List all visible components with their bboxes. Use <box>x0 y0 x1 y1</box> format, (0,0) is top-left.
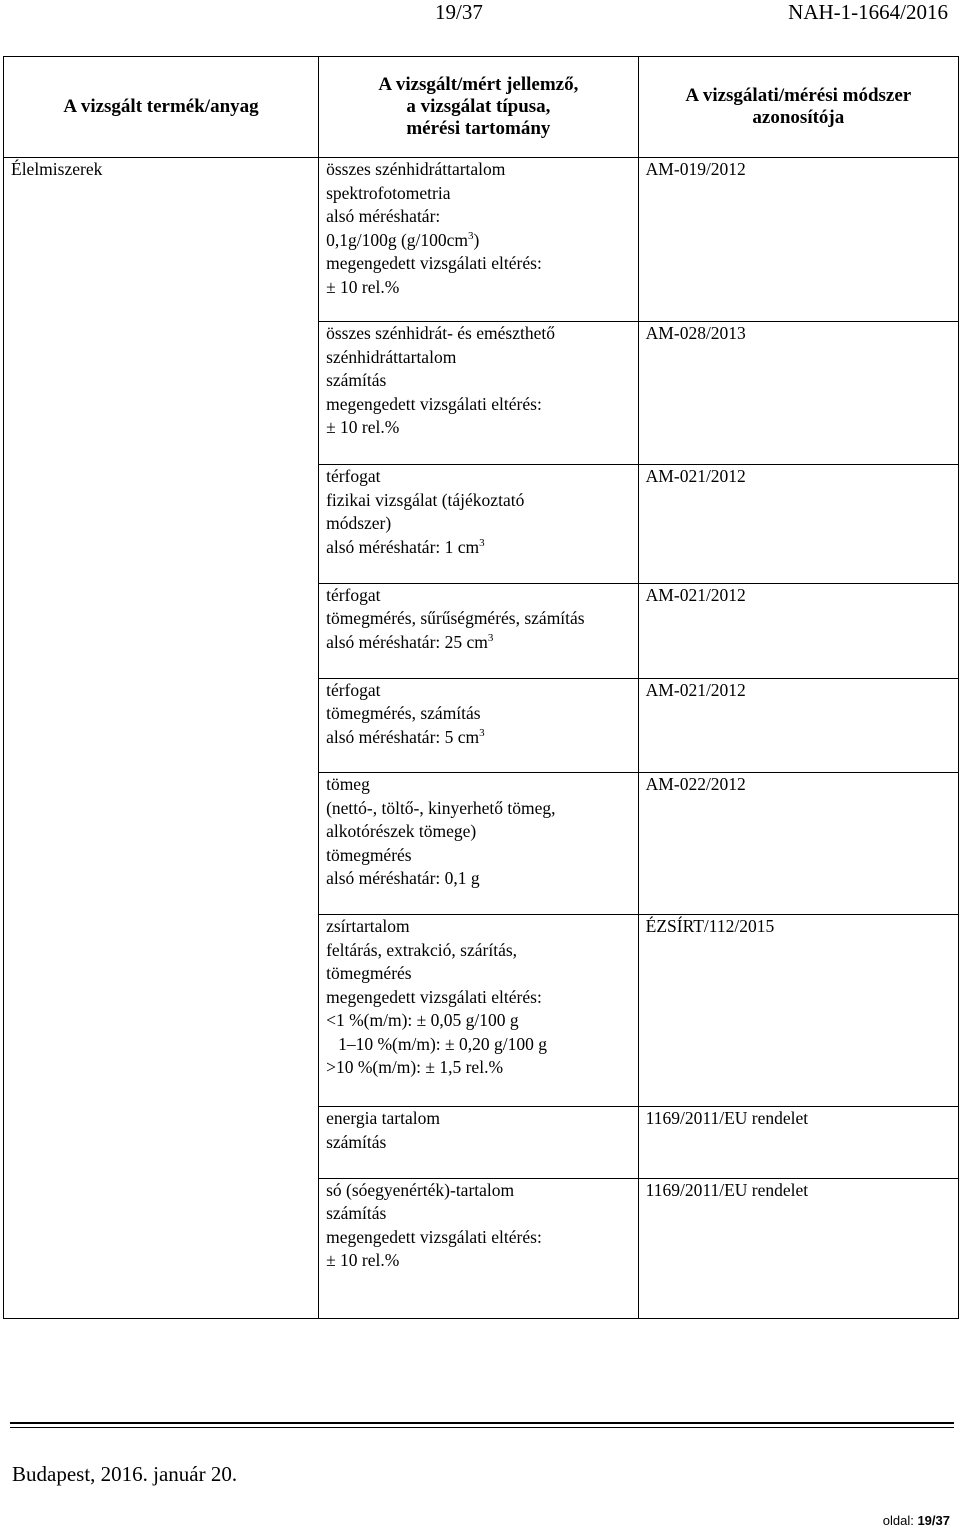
text-line: megengedett vizsgálati eltérés: <box>326 986 542 1007</box>
text-line: térfogat <box>326 466 381 487</box>
text-part: alsó méréshatár: 5 cm <box>326 726 480 747</box>
text-line <box>326 536 631 560</box>
text-part: alsó méréshatár: 1 cm <box>326 536 480 557</box>
characteristic-cell <box>319 465 639 584</box>
characteristic-cell <box>319 322 639 465</box>
method-cell <box>638 1107 958 1178</box>
text-line: ± 10 rel.% <box>326 417 400 438</box>
method-cell <box>638 915 958 1107</box>
text-line: összes szénhidrát- és emészthető <box>326 323 555 344</box>
product-cell <box>4 158 319 1319</box>
superscript: 3 <box>468 229 474 242</box>
column-header-method <box>638 57 958 158</box>
method-cell <box>638 773 958 915</box>
column-header-product <box>4 57 319 158</box>
text-line: megengedett vizsgálati eltérés: <box>326 393 542 414</box>
table-header-row <box>4 57 959 158</box>
characteristic-cell <box>319 158 639 322</box>
superscript: 3 <box>479 726 485 739</box>
text-line: térfogat <box>326 679 381 700</box>
text-line: összes szénhidráttartalom <box>326 159 506 179</box>
characteristic-cell <box>319 1107 639 1178</box>
text-line: 1–10 %(m/m): ± 0,20 g/100 g <box>338 1033 547 1054</box>
text-line: feltárás, extrakció, szárítás, <box>326 939 518 960</box>
text-line: szénhidráttartalom <box>326 346 457 367</box>
text-line: (nettó-, töltő-, kinyerhető tömeg, <box>326 797 556 818</box>
text-line <box>326 229 631 253</box>
text-line: alsó méréshatár: <box>326 206 441 226</box>
header-line: A vizsgált/mért jellemző, <box>378 74 579 95</box>
column-header-characteristic <box>319 57 639 158</box>
footer-page-label: oldal: <box>882 1513 914 1528</box>
text-line: tömegmérés <box>326 844 412 865</box>
method-id: AM-022/2012 <box>645 774 746 795</box>
text-line: ± 10 rel.% <box>326 1250 400 1271</box>
text-line: só (sóegyenérték)-tartalom <box>326 1179 515 1200</box>
text-line: fizikai vizsgálat (tájékoztató <box>326 489 525 510</box>
text-part: 0,1g/100g (g/100cm <box>326 229 469 250</box>
text-line: tömeg <box>326 774 370 795</box>
method-id: 1169/2011/EU rendelet <box>645 1179 809 1200</box>
method-id: AM-021/2012 <box>645 466 746 487</box>
footer-place-date: Budapest, 2016. január 20. <box>12 1462 238 1486</box>
product-name: Élelmiszerek <box>11 159 103 179</box>
text-line: megengedett vizsgálati eltérés: <box>326 1226 542 1247</box>
method-cell <box>638 158 958 322</box>
accreditation-table <box>3 56 959 1319</box>
footer-divider-thin <box>10 1427 954 1428</box>
method-cell <box>638 678 958 773</box>
superscript: 3 <box>479 536 485 549</box>
method-id: AM-021/2012 <box>645 584 746 605</box>
footer-page-indicator <box>883 1513 950 1528</box>
text-line: számítás <box>326 1131 387 1152</box>
text-line: >10 %(m/m): ± 1,5 rel.% <box>326 1057 504 1078</box>
text-line: módszer) <box>326 513 392 534</box>
characteristic-cell <box>319 1178 639 1318</box>
text-line: energia tartalom <box>326 1108 440 1129</box>
method-id: 1169/2011/EU rendelet <box>645 1108 809 1129</box>
method-id: AM-028/2013 <box>645 323 746 344</box>
header-line: azonosítója <box>752 107 845 128</box>
method-cell <box>638 322 958 465</box>
text-line: térfogat <box>326 584 381 605</box>
text-line: tömegmérés, számítás <box>326 703 481 724</box>
text-line <box>326 726 631 750</box>
method-cell <box>638 465 958 584</box>
text-line: zsírtartalom <box>326 916 410 937</box>
method-id: AM-021/2012 <box>645 679 746 700</box>
text-line: <1 %(m/m): ± 0,05 g/100 g <box>326 1010 519 1031</box>
text-line: alsó méréshatár: 0,1 g <box>326 868 480 889</box>
characteristic-cell <box>319 773 639 915</box>
characteristic-cell <box>319 915 639 1107</box>
text-line: spektrofotometria <box>326 182 451 203</box>
method-id: AM-019/2012 <box>645 159 746 179</box>
superscript: 3 <box>487 632 494 645</box>
text-line: tömegmérés <box>326 963 412 984</box>
table-row <box>4 158 959 322</box>
text-line: számítás <box>326 370 387 391</box>
footer-page-value: 19/37 <box>917 1513 950 1528</box>
text-line: megengedett vizsgálati eltérés: <box>326 253 542 273</box>
method-cell <box>638 583 958 678</box>
text-line: tömegmérés, sűrűségmérés, számítás <box>326 608 585 629</box>
text-line: ± 10 rel.% <box>326 276 400 297</box>
text-part: ) <box>473 229 480 250</box>
text-line: számítás <box>326 1203 387 1224</box>
text-part: alsó méréshatár: 25 cm <box>326 631 488 652</box>
characteristic-cell <box>319 678 639 773</box>
method-id: ÉZSÍRT/112/2015 <box>645 916 775 937</box>
footer-divider <box>10 1422 954 1424</box>
text-line: alkotórészek tömege) <box>326 821 477 842</box>
header-page-number: 19/37 <box>435 0 483 24</box>
header-document-id: NAH-1-1664/2016 <box>788 0 948 24</box>
characteristic-cell <box>319 583 639 678</box>
header-line: A vizsgálati/mérési módszer <box>685 85 912 106</box>
header-line: A vizsgált termék/anyag <box>63 96 259 117</box>
method-cell <box>638 1178 958 1318</box>
text-line <box>326 631 631 655</box>
header-line: a vizsgálat típusa, <box>406 96 551 117</box>
header-line: mérési tartomány <box>406 118 551 139</box>
